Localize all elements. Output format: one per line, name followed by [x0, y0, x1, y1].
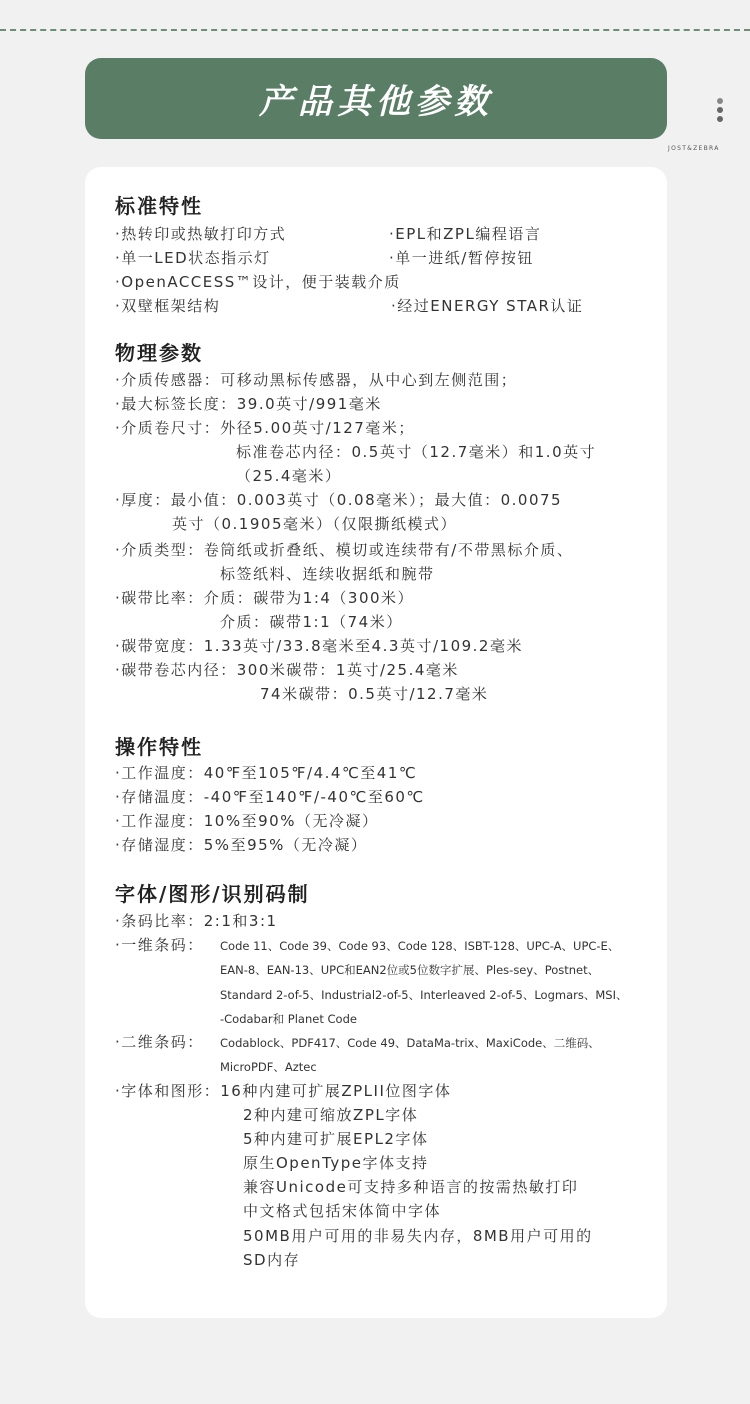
spec-line: ·碳带比率：介质：碳带为1:4（300米） [115, 589, 415, 607]
dot-icon [717, 98, 723, 104]
spec-line: 英寸（0.1905毫米）（仅限撕纸模式） [172, 515, 457, 533]
page-title: 产品其他参数 [259, 82, 493, 122]
spec-line: Standard 2-of-5、Industrial2-of-5、Interleaved 2-of-5、Logmars、MSI、 [220, 988, 628, 1002]
spec-line: ·EPL和ZPL编程语言 [389, 225, 542, 243]
dashed-divider [0, 29, 750, 31]
spec-line: 中文格式包括宋体简中字体 [243, 1202, 442, 1220]
spec-line: ·碳带宽度：1.33英寸/33.8毫米至4.3英寸/109.2毫米 [115, 637, 523, 655]
spec-line: SD内存 [243, 1251, 301, 1269]
spec-line: 介质：碳带1:1（74米） [220, 613, 403, 631]
spec-line: ·二维条码： [115, 1033, 204, 1051]
spec-line: MicroPDF、Aztec [220, 1060, 317, 1074]
spec-line: ·工作湿度：10%至90%（无冷凝） [115, 812, 379, 830]
operating-heading: 操作特性 [115, 735, 203, 759]
spec-line: 标准卷芯内径：0.5英寸（12.7毫米）和1.0英寸 [236, 443, 597, 461]
spec-line: 标签纸料、连续收据纸和腕带 [220, 565, 435, 583]
spec-line: ·字体和图形：16种内建可扩展ZPLII位图字体 [115, 1082, 452, 1100]
spec-line: ·热转印或热敏打印方式 [115, 225, 287, 243]
dot-icon [717, 107, 723, 113]
spec-line: ·厚度：最小值：0.003英寸（0.08毫米）；最大值：0.0075 [115, 491, 563, 509]
spec-line: ·介质传感器：可移动黑标传感器，从中心到左侧范围； [115, 371, 518, 389]
section-banner [85, 58, 667, 139]
dot-icon [717, 116, 723, 122]
more-options-icon[interactable] [716, 98, 724, 122]
spec-line: 5种内建可扩展EPL2字体 [243, 1130, 429, 1148]
spec-line: ·经过ENERGY STAR认证 [391, 297, 584, 315]
spec-line: ·双壁框架结构 [115, 297, 221, 315]
spec-line: ·工作温度：40℉至105℉/4.4℃至41℃ [115, 764, 418, 782]
spec-line: ·最大标签长度：39.0英寸/991毫米 [115, 395, 382, 413]
fonts-heading: 字体/图形/识别码制 [115, 882, 310, 906]
spec-line: EAN-8、EAN-13、UPC和EAN2位或5位数字扩展、Ples-sey、Postnet、 [220, 963, 600, 977]
spec-line: ·一维条码： [115, 936, 204, 954]
spec-line: （25.4毫米） [236, 467, 342, 485]
spec-line: 原生OpenType字体支持 [243, 1154, 429, 1172]
spec-line: ·介质类型：卷筒纸或折叠纸、模切或连续带有/不带黑标介质、 [115, 541, 574, 559]
standard-heading: 标准特性 [115, 194, 203, 218]
spec-line: Code 11、Code 39、Code 93、Code 128、ISBT-128、UPC-A、UPC-E、 [220, 939, 620, 953]
spec-line: ·单一LED状态指示灯 [115, 249, 271, 267]
physical-heading: 物理参数 [115, 341, 203, 365]
spec-line: ·条码比率：2:1和3:1 [115, 912, 278, 930]
spec-line: ·存储温度：-40℉至140℉/-40℃至60℃ [115, 788, 425, 806]
spec-line: 50MB用户可用的非易失内存，8MB用户可用的 [243, 1227, 593, 1245]
spec-line: ·存储湿度：5%至95%（无冷凝） [115, 836, 368, 854]
spec-line: -Codabar和 Planet Code [220, 1012, 357, 1026]
spec-line: ·碳带卷芯内径：300米碳带：1英寸/25.4毫米 [115, 661, 459, 679]
spec-line: ·OpenACCESS™设计，便于装载介质 [115, 273, 401, 291]
brand-label: JOST&ZEBRA [668, 145, 720, 152]
spec-line: 74米碳带：0.5英寸/12.7毫米 [260, 685, 489, 703]
spec-line: ·介质卷尺寸：外径5.00英寸/127毫米； [115, 419, 415, 437]
spec-line: Codablock、PDF417、Code 49、DataMa-trix、MaxiCode、二维码、 [220, 1036, 600, 1050]
spec-line: ·单一进纸/暂停按钮 [389, 249, 534, 267]
spec-line: 兼容Unicode可支持多种语言的按需热敏打印 [243, 1178, 579, 1196]
spec-line: 2种内建可缩放ZPL字体 [243, 1106, 419, 1124]
